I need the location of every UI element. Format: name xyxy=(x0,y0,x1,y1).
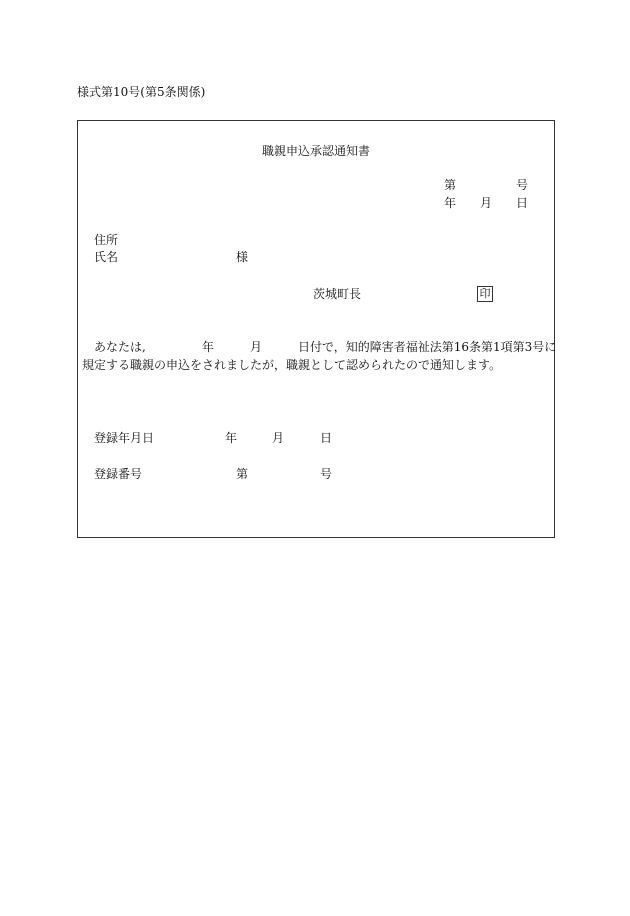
name-label: 氏名 xyxy=(94,250,119,264)
registration-date-day: 日 xyxy=(320,431,333,445)
registration-date-label: 登録年月日 xyxy=(94,431,155,445)
registration-number-suffix: 号 xyxy=(320,467,333,481)
registration-date-month: 月 xyxy=(272,431,285,445)
issuer-name: 茨城町長 xyxy=(313,287,362,301)
header-date-month: 月 xyxy=(480,196,493,210)
header-date-day: 日 xyxy=(516,196,529,210)
body-rest: 日付で，知的障害者福祉法第16条第1項第3号に xyxy=(298,340,557,354)
registration-number-label: 登録番号 xyxy=(94,467,143,481)
seal-mark: 印 xyxy=(477,286,493,302)
header-number-suffix: 号 xyxy=(516,178,529,192)
body-line-2: 規定する職親の申込をされましたが，職親として認められたので通知します。 xyxy=(82,358,502,372)
honorific: 様 xyxy=(236,250,249,264)
document-title: 職親申込承認通知書 xyxy=(262,144,371,158)
address-label: 住所 xyxy=(94,233,119,247)
header-date-year: 年 xyxy=(444,196,457,210)
registration-date-year: 年 xyxy=(225,431,238,445)
form-frame xyxy=(77,120,555,538)
form-number: 様式第10号(第5条関係) xyxy=(77,85,206,99)
body-year: 年 xyxy=(202,340,215,354)
registration-number-prefix: 第 xyxy=(236,467,249,481)
body-month: 月 xyxy=(250,340,263,354)
header-number-prefix: 第 xyxy=(444,178,457,192)
body-intro: あなたは, xyxy=(94,340,146,354)
